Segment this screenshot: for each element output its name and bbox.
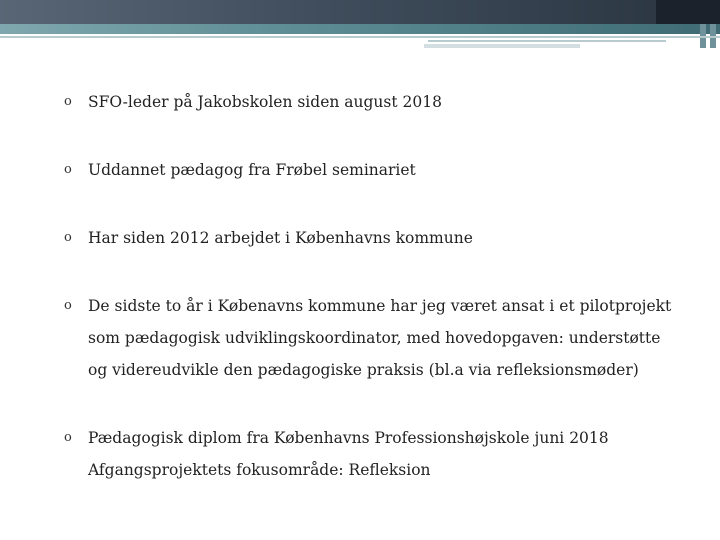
bullet-item-5: [64, 422, 684, 486]
bullet-text: SFO-leder på Jakobskolen siden august 2018: [88, 93, 442, 111]
bullet-text-line-3: og videreudvikle den pædagogiske praksis (bl.a via refleksionsmøder): [88, 361, 639, 379]
bullet-circle-icon: o: [64, 94, 72, 109]
bullet-text: Har siden 2012 arbejdet i Københavns kommune: [88, 229, 473, 247]
header-rule-accent: [424, 44, 580, 48]
bullet-item-1: [64, 86, 684, 118]
bullet-circle-icon: o: [64, 230, 72, 245]
bullet-text-line-1: Pædagogisk diplom fra Københavns Professionshøjskole juni 2018: [88, 429, 609, 447]
bullet-item-3: [64, 222, 684, 254]
bullet-text: Uddannet pædagog fra Frøbel seminariet: [88, 161, 416, 179]
bullet-text-line-2: Afgangsprojektets fokusområde: Refleksion: [88, 461, 431, 479]
bullet-text-line-1: De sidste to år i Købenavns kommune har jeg været ansat i et pilotprojekt: [88, 297, 672, 315]
header-bar: [0, 0, 720, 24]
header-rule-short: [428, 40, 666, 42]
bullet-circle-icon: o: [64, 298, 72, 313]
bullet-circle-icon: o: [64, 430, 72, 445]
header-rule: [0, 36, 720, 38]
bullet-item-4: [64, 290, 684, 386]
bullet-text-line-2: som pædagogisk udviklingskoordinator, med hovedopgaven: understøtte: [88, 329, 661, 347]
header-bar-dark-end: [656, 0, 720, 24]
bullet-item-2: [64, 154, 684, 186]
accent-band: [0, 24, 720, 34]
bullet-list: [64, 86, 684, 522]
bullet-circle-icon: o: [64, 162, 72, 177]
